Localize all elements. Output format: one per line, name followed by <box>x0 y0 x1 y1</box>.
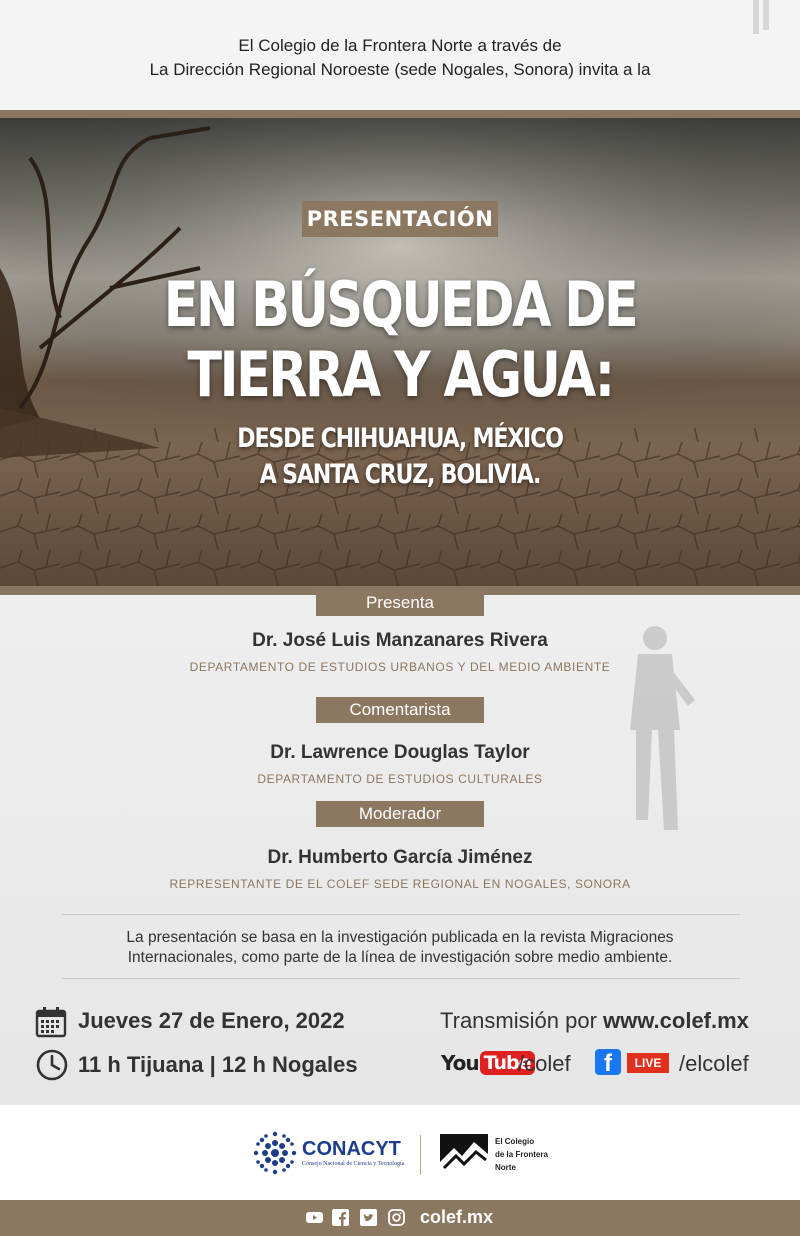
calendar-icon <box>35 1006 67 1038</box>
role-badge-presenta: Presenta <box>316 590 484 616</box>
description-line-1: La presentación se basa en la investigación publicada en la revista Migraciones <box>126 929 674 946</box>
event-title-line-1: EN BÚSQUEDA DE <box>163 268 637 341</box>
stream-website-link[interactable]: www.colef.mx <box>603 1008 749 1033</box>
event-subtitle-line-1: DESDE CHIHUAHUA, MÉXICO <box>237 423 563 454</box>
presenter-name: Dr. José Luis Manzanares Rivera <box>252 630 548 651</box>
moderator-name: Dr. Humberto García Jiménez <box>267 847 533 868</box>
stream-label-text: Transmisión por <box>440 1008 597 1033</box>
conacyt-name: CONACYT <box>302 1138 401 1160</box>
event-time: 11 h Tijuana | 12 h Nogales <box>78 1052 358 1077</box>
event-subtitle-line-2: A SANTA CRUZ, BOLIVIA. <box>259 459 541 490</box>
walking-figure-top-silhouette <box>735 0 785 40</box>
colef-name-line-1: El Colegio <box>495 1137 535 1146</box>
description-line-2: Internacionales, como parte de la línea de investigación sobre medio ambiente. <box>127 949 673 966</box>
conacyt-subtitle: Consejo Nacional de Ciencia y Tecnología <box>302 1161 405 1167</box>
live-badge: LIVE <box>627 1053 669 1073</box>
logo-divider <box>420 1135 421 1175</box>
twitter-icon[interactable] <box>360 1209 377 1226</box>
event-title-line-2: TIERRA Y AGUA: <box>187 338 613 411</box>
youtube-logo-tube: Tube <box>480 1051 535 1075</box>
youtube-icon[interactable] <box>306 1209 323 1226</box>
event-date: Jueves 27 de Enero, 2022 <box>78 1008 345 1033</box>
facebook-handle[interactable]: /elcolef <box>679 1051 749 1076</box>
stream-label <box>440 1008 749 1034</box>
instagram-icon[interactable] <box>388 1209 405 1226</box>
commentator-name: Dr. Lawrence Douglas Taylor <box>270 742 530 763</box>
facebook-icon[interactable]: f <box>595 1049 621 1075</box>
presentation-badge: PRESENTACIÓN <box>302 201 498 237</box>
colef-logo-icon <box>440 1134 488 1174</box>
facebook-icon[interactable] <box>332 1209 349 1226</box>
role-badge-comentarista: Comentarista <box>316 697 484 723</box>
clock-icon <box>35 1048 69 1082</box>
youtube-logo-you: You <box>441 1051 479 1075</box>
walking-man-silhouette <box>600 620 710 850</box>
colef-name-line-2: de la Frontera <box>495 1150 548 1159</box>
commentator-department: DEPARTAMENTO DE ESTUDIOS CULTURALES <box>257 772 543 786</box>
colef-name-line-3: Norte <box>495 1163 516 1172</box>
header-line-1: El Colegio de la Frontera Norte a través de <box>238 36 562 55</box>
role-badge-moderador: Moderador <box>316 801 484 827</box>
footer-website-link[interactable]: colef.mx <box>420 1207 494 1227</box>
header-line-2: La Dirección Regional Noroeste (sede Nogales, Sonora) invita a la <box>149 60 651 79</box>
presenter-department: DEPARTAMENTO DE ESTUDIOS URBANOS Y DEL MEDIO AMBIENTE <box>189 660 611 674</box>
youtube-handle[interactable]: /colef <box>518 1051 571 1076</box>
divider-bottom <box>62 978 740 979</box>
divider-top <box>62 914 740 915</box>
moderator-department: REPRESENTANTE DE EL COLEF SEDE REGIONAL EN NOGALES, SONORA <box>169 877 631 891</box>
conacyt-logo-icon <box>251 1129 299 1177</box>
